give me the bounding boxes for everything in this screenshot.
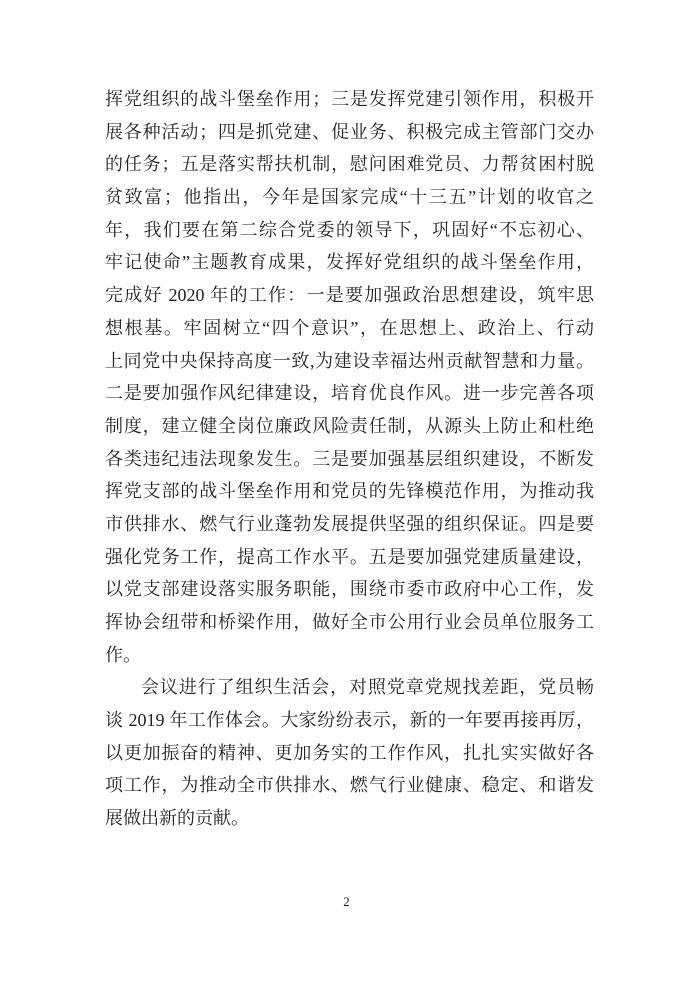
document-body (105, 83, 594, 835)
text-line: 谈 2019 年工作体会。大家纷纷表示，新的一年要再接再厉， (105, 710, 594, 731)
text-line: 牢记使命”主题教育成果，发挥好党组织的战斗堡垒作用， (105, 252, 594, 273)
text-line: 以党支部建设落实服务职能，围绕市委市政府中心工作，发 (105, 579, 594, 600)
text-line: 上同党中央保持高度一致,为建设幸福达州贡献智慧和力量。 (105, 350, 594, 371)
text-line: 市供排水、燃气行业蓬勃发展提供坚强的组织保证。四是要 (105, 513, 594, 534)
text-line: 贫致富；他指出，今年是国家完成“十三五”计划的收官之 (105, 187, 594, 208)
text-line: 以更加振奋的精神、更加务实的工作作风，扎扎实实做好各 (105, 742, 594, 763)
page-number: 2 (343, 894, 350, 909)
text-line: 想根基。牢固树立“四个意识”，在思想上、政治上、行动 (105, 317, 594, 338)
text-line: 强化党务工作，提高工作水平。五是要加强党建质量建设， (105, 546, 594, 567)
text-line: 二是要加强作风纪律建设，培育优良作风。进一步完善各项 (105, 383, 594, 404)
text-line: 挥党组织的战斗堡垒作用；三是发挥党建引领作用，积极开 (105, 89, 594, 109)
text-line: 展各种活动；四是抓党建、促业务、积极完成主管部门交办 (105, 121, 594, 142)
text-line: 会议进行了组织生活会，对照党章党规找差距，党员畅 (141, 677, 594, 698)
text-line: 的任务；五是落实帮扶机制，慰问困难党员、力帮贫困村脱 (105, 154, 594, 175)
text-line: 年，我们要在第二综合党委的领导下，巩固好“不忘初心、 (105, 219, 594, 240)
text-line: 制度，建立健全岗位廉政风险责任制，从源头上防止和杜绝 (105, 415, 594, 436)
text-line: 展做出新的贡献。 (105, 808, 249, 829)
text-line: 项工作，为推动全市供排水、燃气行业健康、稳定、和谐发 (105, 775, 594, 796)
text-line: 挥党支部的战斗堡垒作用和党员的先锋模范作用，为推动我 (105, 481, 594, 502)
text-line: 完成好 2020 年的工作：一是要加强政治思想建设，筑牢思 (105, 285, 594, 306)
text-line: 各类违纪违法现象发生。三是要加强基层组织建设，不断发 (105, 448, 594, 469)
text-line: 挥协会纽带和桥梁作用，做好全市公用行业会员单位服务工 (105, 612, 594, 632)
text-line: 作。 (105, 644, 141, 665)
